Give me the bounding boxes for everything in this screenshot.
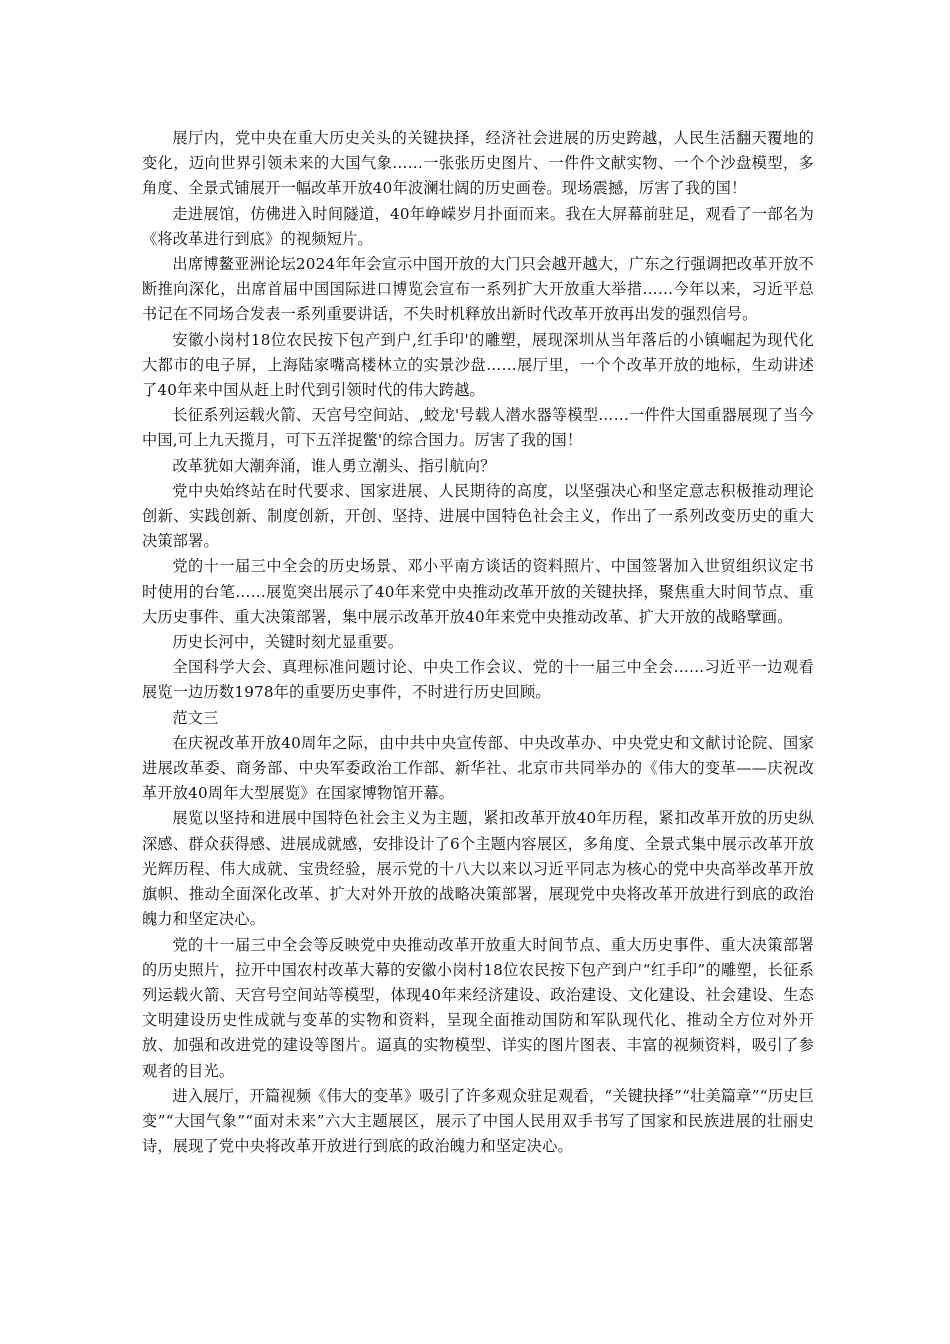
paragraph-5: 长征系列运载火箭、天宫号空间站、,蛟龙'号载人潜水器等模型……一件件大国重器展现了当今中国,可上九天揽月，可下五洋捉鳖'的综合国力。厉害了我的国！	[142, 406, 814, 450]
paragraph-12: 在庆祝改革开放40周年之际，由中共中央宣传部、中央改革办、中央党史和文献讨论院、国家进展改革委、商务部、中央军委政治工作部、新华社、北京市共同举办的《伟大的变革——庆祝改革开放40周年大型展览》在国家博物馆开幕。	[142, 733, 814, 803]
paragraph-4: 安徽小岗村18位农民按下包产到户,红手印'的雕塑，展现深圳从当年落后的小镇崛起为现代化大都市的电子屏，上海陆家嘴高楼林立的实景沙盘……展厅里，一个个改革开放的地标，生动讲述了40年来中国从赶上时代到引领时代的伟大跨越。	[142, 330, 814, 400]
paragraph-15: 进入展厅，开篇视频《伟大的变革》吸引了许多观众驻足观看，“关键抉择”“壮美篇章”“历史巨变”“大国气象”“面对未来”六大主题展区，展示了中国人民用双手书写了国家和民族进展的壮丽史诗，展现了党中央将改革开放进行到底的政治魄力和坚定决心。	[142, 1086, 814, 1156]
paragraph-2: 走进展馆，仿佛进入时间隧道，40年峥嵘岁月扑面而来。我在大屏幕前驻足，观看了一部名为《将改革进行到底》的视频短片。	[142, 204, 814, 248]
paragraph-9: 历史长河中，关键时刻尤显重要。	[172, 633, 404, 652]
document-body	[142, 126, 814, 1159]
paragraph-10: 全国科学大会、真理标准问题讨论、中央工作会议、党的十一届三中全会……习近平一边观看展览一边历数1978年的重要历史事件，不时进行历史回顾。	[142, 658, 814, 702]
paragraph-3: 出席博鳌亚洲论坛2024年年会宣示中国开放的大门只会越开越大，广东之行强调把改革开放不断推向深化，出席首届中国国际进口博览会宣布一系列扩大开放重大举措……今年以来，习近平总书记在不同场合发表一系列重要讲话，不失时机释放出新时代改革开放再出发的强烈信号。	[142, 255, 814, 324]
paragraph-14: 党的十一届三中全会等反映党中央推动改革开放重大时间节点、重大历史事件、重大决策部署的历史照片，拉开中国农村改革大幕的安徽小岗村18位农民按下包产到户“红手印”的雕塑，长征系列运载火箭、天宫号空间站等模型，体现40年来经济建设、政治建设、文化建设、社会建设、生态文明建设历史性成就与变革的实物和资料，呈现全面推动国防和军队现代化、推动全方位对外开放、加强和改进党的建设等图片。逼真的实物模型、详实的图片图表、丰富的视频资料，吸引了参观者的目光。	[142, 935, 814, 1080]
paragraph-6: 改革犹如大潮奔涌，谁人勇立潮头、指引航向？	[172, 456, 496, 475]
paragraph-13: 展览以坚持和进展中国特色社会主义为主题，紧扣改革开放40年历程，紧扣改革开放的历史纵深感、群众获得感、进展成就感，安排设计了6个主题内容展区，多角度、全景式集中展示改革开放光辉历程、伟大成就、宝贵经验，展示党的十八大以来以习近平同志为核心的党中央高举改革开放旗帜、推动全面深化改革、扩大对外开放的战略决策部署，展现党中央将改革开放进行到底的政治魄力和坚定决心。	[142, 809, 814, 929]
paragraph-7: 党中央始终站在时代要求、国家进展、人民期待的高度，以坚强决心和坚定意志积极推动理论创新、实践创新、制度创新，开创、坚持、进展中国特色社会主义，作出了一系列改变历史的重大决策部署。	[142, 481, 814, 551]
paragraph-1: 展厅内，党中央在重大历史关头的关键抉择，经济社会进展的历史跨越，人民生活翻天覆地的变化，迈向世界引领未来的大国气象……一张张历史图片、一件件文献实物、一个个沙盘模型，多角度、全景式铺展开一幅改革开放40年波澜壮阔的历史画卷。现场震撼，厉害了我的国！	[142, 129, 814, 198]
paragraph-8: 党的十一届三中全会的历史场景、邓小平南方谈话的资料照片、中国签署加入世贸组织议定书时使用的台笔……展览突出展示了40年来党中央推动改革开放的关键抉择，聚焦重大时间节点、重大历史事件、重大决策部署，集中展示改革开放40年来党中央推动改革、扩大开放的战略擘画。	[142, 557, 814, 626]
section-heading: 范文三	[172, 708, 219, 727]
